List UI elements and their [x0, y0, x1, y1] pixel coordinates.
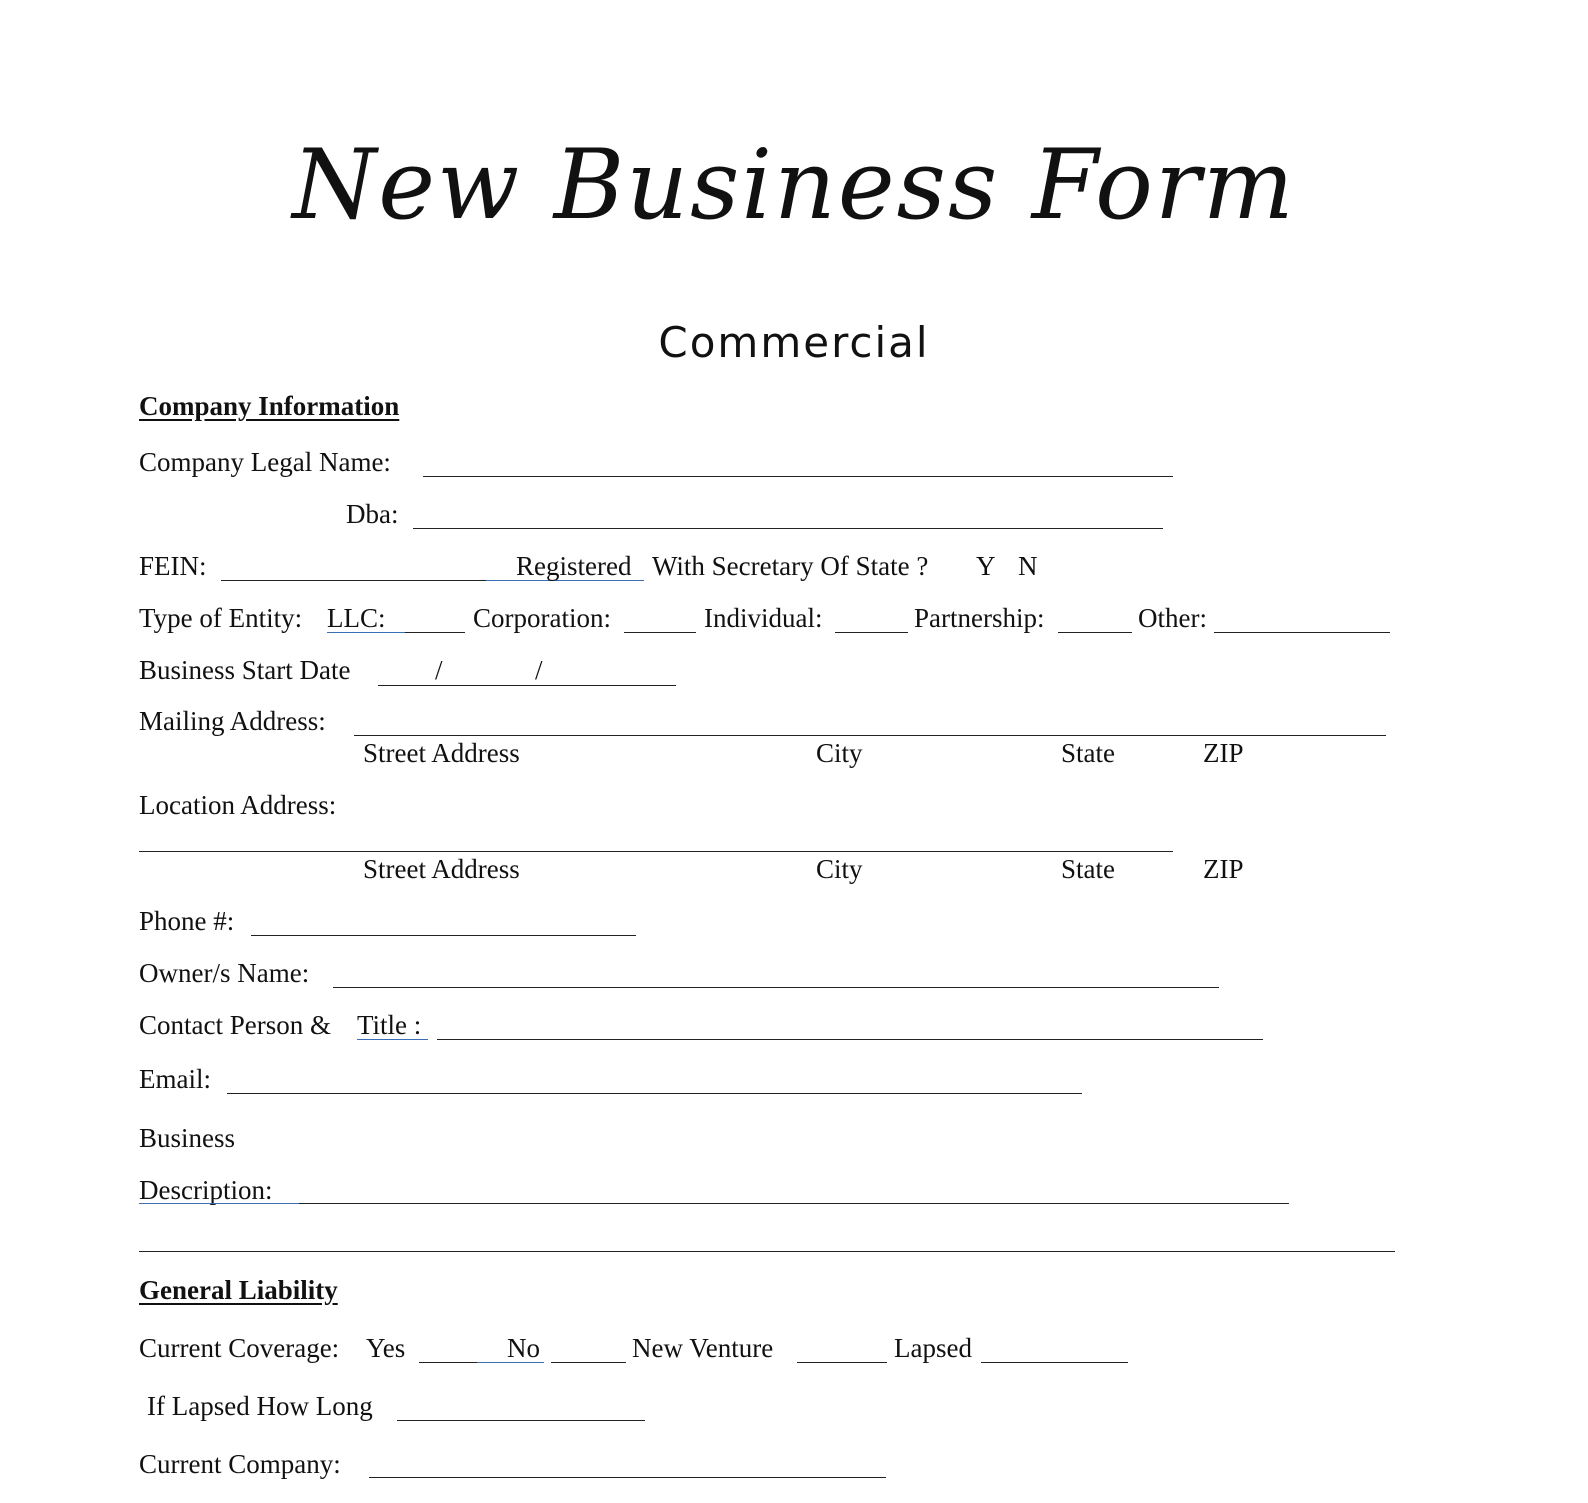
registered-no-option[interactable]: N	[1018, 551, 1038, 581]
date-separator-1: /	[435, 655, 443, 685]
registered-label: Registered	[516, 551, 632, 581]
owner-field[interactable]	[333, 987, 1219, 988]
email-label: Email:	[139, 1064, 211, 1094]
description-underline	[139, 1203, 299, 1204]
partnership-label: Partnership:	[914, 603, 1045, 633]
lapsed-label: Lapsed	[894, 1333, 972, 1363]
mailing-city-caption: City	[816, 738, 863, 768]
contact-title-underline	[357, 1039, 428, 1040]
dba-label: Dba:	[346, 499, 399, 529]
description-label: Description:	[139, 1175, 273, 1205]
start-date-field[interactable]	[378, 685, 676, 686]
location-zip-caption: ZIP	[1203, 854, 1244, 884]
mailing-street-caption: Street Address	[363, 738, 520, 768]
llc-underline	[327, 632, 405, 633]
secretary-label: With Secretary Of State ?	[652, 551, 929, 581]
phone-label: Phone #:	[139, 906, 235, 936]
individual-field[interactable]	[835, 632, 908, 633]
llc-field[interactable]	[405, 632, 465, 633]
location-address-label: Location Address:	[139, 790, 337, 820]
date-separator-2: /	[535, 655, 543, 685]
contact-field[interactable]	[437, 1039, 1263, 1040]
new-venture-field[interactable]	[797, 1362, 887, 1363]
form-title: New Business Form	[292, 129, 1296, 241]
coverage-yes-label: Yes	[366, 1333, 406, 1363]
corporation-label: Corporation:	[473, 603, 611, 633]
description-field[interactable]	[299, 1203, 1289, 1204]
fein-field[interactable]	[221, 580, 486, 581]
legal-name-label: Company Legal Name:	[139, 447, 391, 477]
form-subtitle: Commercial	[658, 318, 930, 367]
location-state-caption: State	[1061, 854, 1115, 884]
lapsed-field[interactable]	[981, 1362, 1128, 1363]
company-info-heading: Company Information	[139, 391, 400, 421]
coverage-yes-field[interactable]	[419, 1362, 477, 1363]
partnership-field[interactable]	[1058, 632, 1132, 633]
mailing-zip-caption: ZIP	[1203, 738, 1244, 768]
coverage-no-label: No	[507, 1333, 540, 1363]
legal-name-field[interactable]	[423, 476, 1173, 477]
coverage-label: Current Coverage:	[139, 1333, 340, 1363]
individual-label: Individual:	[704, 603, 823, 633]
fein-label: FEIN:	[139, 551, 207, 581]
owner-label: Owner/s Name:	[139, 958, 310, 988]
location-city-caption: City	[816, 854, 863, 884]
lapsed-how-long-field[interactable]	[397, 1420, 645, 1421]
email-field[interactable]	[227, 1093, 1082, 1094]
mailing-state-caption: State	[1061, 738, 1115, 768]
mailing-address-field[interactable]	[354, 735, 1386, 736]
llc-label: LLC:	[327, 603, 386, 633]
location-street-caption: Street Address	[363, 854, 520, 884]
phone-field[interactable]	[251, 935, 636, 936]
business-label: Business	[139, 1123, 236, 1153]
start-date-label: Business Start Date	[139, 655, 351, 685]
current-company-field[interactable]	[369, 1477, 886, 1478]
new-venture-label: New Venture	[632, 1333, 774, 1363]
lapsed-how-long-label: If Lapsed How Long	[147, 1391, 373, 1421]
registered-yes-option[interactable]: Y	[976, 551, 996, 581]
dba-field[interactable]	[413, 528, 1163, 529]
contact-title-label: Title :	[357, 1010, 422, 1040]
coverage-no-field[interactable]	[551, 1362, 626, 1363]
location-address-field[interactable]	[139, 851, 1173, 852]
contact-label: Contact Person &	[139, 1010, 331, 1040]
corporation-field[interactable]	[624, 632, 696, 633]
current-company-label: Current Company:	[139, 1449, 341, 1479]
entity-label: Type of Entity:	[139, 603, 303, 633]
other-field[interactable]	[1214, 632, 1390, 633]
general-liability-heading: General Liability	[139, 1275, 338, 1305]
other-label: Other:	[1138, 603, 1207, 633]
description-field-line-2[interactable]	[139, 1251, 1395, 1252]
mailing-address-label: Mailing Address:	[139, 706, 326, 736]
